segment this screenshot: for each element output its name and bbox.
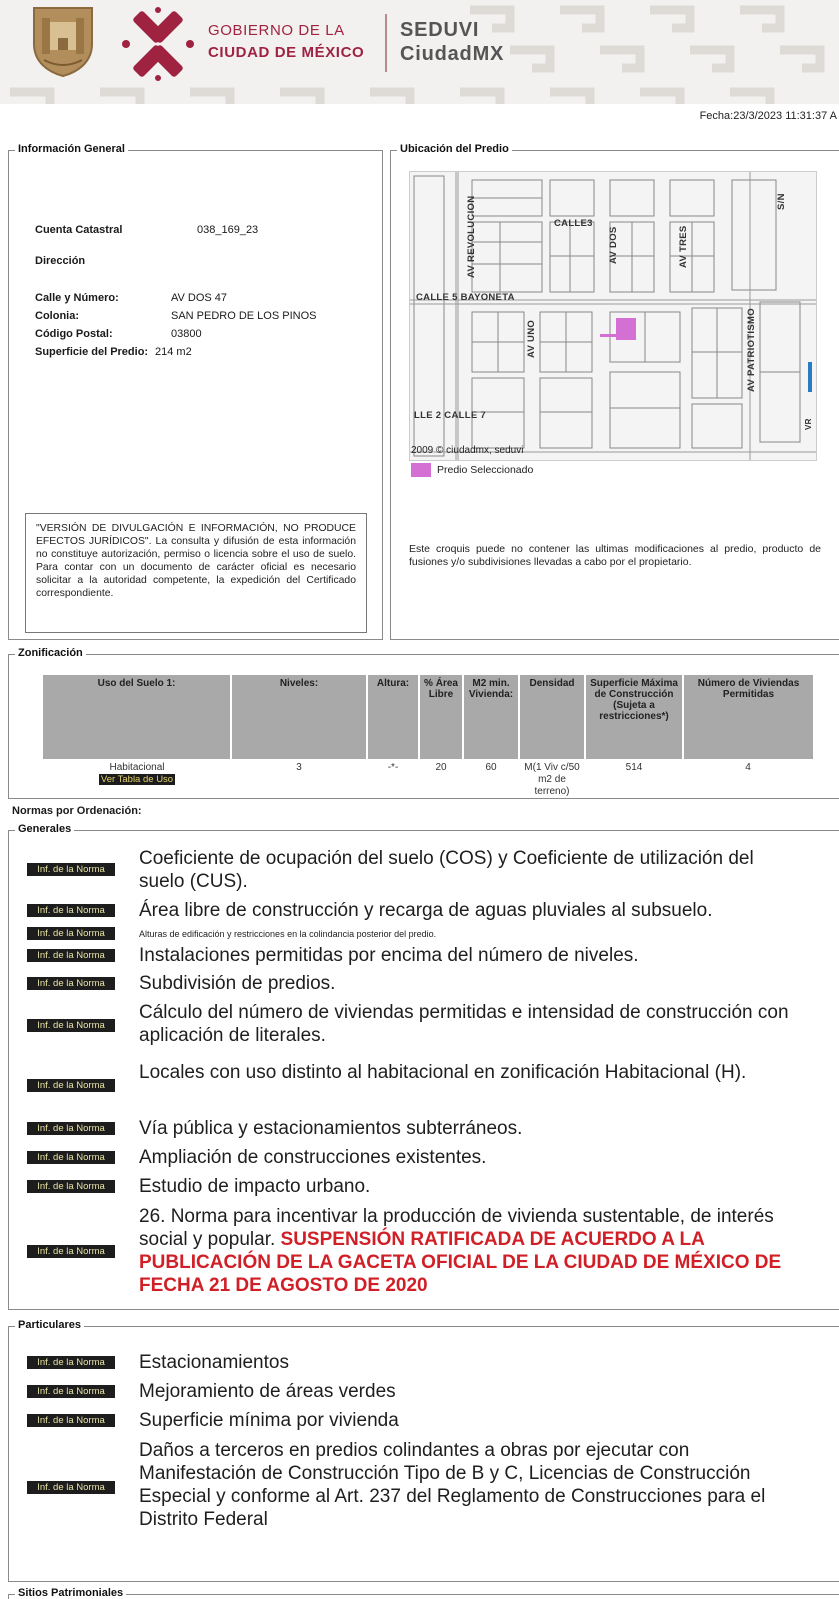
street-calle5: CALLE 5 BAYONETA xyxy=(416,292,515,303)
norma-26-text xyxy=(139,1205,798,1297)
street-sn: S/N xyxy=(776,193,787,210)
uso-value: Habitacional xyxy=(109,762,165,773)
header-area-libre: % Área Libre xyxy=(419,675,463,759)
colonia-label: Colonia: xyxy=(35,310,79,322)
norma-text: Área libre de construcción y recarga de aguas pluviales al subsuelo. xyxy=(139,900,713,921)
norma-text: Locales con uso distinto al habitacional en zonificación Habitacional (H). xyxy=(139,1062,747,1083)
norma-26-suspension: SUSPENSIÓN RATIFICADA DE ACUERDO A LA PUBLICACIÓN DE LA GACETA OFICIAL DE LA CIUDAD DE MÉXICO DE FECHA 21 DE AGOSTO DE 2020 xyxy=(139,1229,782,1296)
generales-legend: Generales xyxy=(15,823,74,835)
predio-marker[interactable] xyxy=(616,318,636,340)
sitios-patrimoniales-section xyxy=(8,1587,839,1599)
predio-legend-swatch xyxy=(411,463,431,477)
colonia-value: SAN PEDRO DE LOS PINOS xyxy=(171,310,317,322)
cell-area-libre: 20 xyxy=(435,762,447,773)
norma-text: Alturas de edificación y restricciones en la colindancia posterior del predio. xyxy=(139,929,437,939)
norma-text: Daños a terceros en predios colindantes a obras por ejecutar con Manifestación de Construcción Tipo de B y C, Licencias de Construcción Especial y conforme al Art. 237 del Reglamento de Construcciones para el Distrito Federal xyxy=(139,1440,766,1530)
fecha-timestamp: Fecha:23/3/2023 11:31:37 A xyxy=(699,110,837,122)
street-av-uno: AV UNO xyxy=(526,319,537,358)
government-name xyxy=(208,20,364,64)
location-map[interactable] xyxy=(409,171,817,461)
particulares-legend: Particulares xyxy=(15,1319,84,1331)
cell-niveles: 3 xyxy=(296,762,302,773)
norma-text: Instalaciones permitidas por encima del número de niveles. xyxy=(139,945,639,966)
inf-norma-button[interactable]: Inf. de la Norma xyxy=(27,1019,115,1032)
norma-text: Ampliación de construcciones existentes. xyxy=(139,1147,487,1168)
norma-text: Superficie mínima por vivienda xyxy=(139,1410,399,1431)
seduvi-line-1: SEDUVI xyxy=(400,19,480,41)
cell-m2-min: 60 xyxy=(485,762,497,773)
inf-norma-button[interactable]: Inf. de la Norma xyxy=(27,904,115,917)
ubicacion-predio-section xyxy=(390,143,839,640)
generales-section xyxy=(8,823,839,1310)
inf-norma-button[interactable]: Inf. de la Norma xyxy=(27,1122,115,1135)
norma-text: Estudio de impacto urbano. xyxy=(139,1176,371,1197)
inf-norma-button[interactable]: Inf. de la Norma xyxy=(27,1414,115,1427)
informacion-general-legend: Información General xyxy=(15,143,128,155)
ubicacion-predio-legend: Ubicación del Predio xyxy=(397,143,512,155)
cell-superficie: 514 xyxy=(625,762,643,773)
norma-text: Estacionamientos xyxy=(139,1352,289,1373)
seduvi-name xyxy=(400,18,504,66)
norma-text: Mejoramiento de áreas verdes xyxy=(139,1381,396,1402)
norma-text: Coeficiente de ocupación del suelo (COS) y Coeficiente de utilización del suelo (CUS). xyxy=(139,848,754,892)
street-av-dos: AV DOS xyxy=(608,226,619,264)
header-numero-viviendas: Número de Viviendas Permitidas xyxy=(683,675,813,759)
norma-text: Vía pública y estacionamientos subterráneos. xyxy=(139,1118,523,1139)
cell-densidad: M(1 Viv c/50 m2 de terreno) xyxy=(524,762,580,797)
street-av-patriotismo: AV PATRIOTISMO xyxy=(746,308,757,392)
header-niveles: Niveles: xyxy=(231,675,367,759)
cuenta-catastral-row xyxy=(35,223,122,237)
street-av-revolucion: AV REVOLUCION xyxy=(466,195,477,278)
zonificacion-section xyxy=(8,647,839,799)
cdmx-crest-icon xyxy=(28,4,98,78)
cell-altura: -*- xyxy=(387,762,399,773)
norma-text: Cálculo del número de viviendas permitidas e intensidad de construcción con aplicación de literales. xyxy=(139,1002,789,1046)
inf-norma-button[interactable]: Inf. de la Norma xyxy=(27,863,115,876)
sitios-patrimoniales-legend: Sitios Patrimoniales xyxy=(15,1587,126,1599)
seduvi-line-2: CiudadMX xyxy=(400,43,505,65)
zonificacion-legend: Zonificación xyxy=(15,647,86,659)
superficie-label: Superficie del Predio: xyxy=(35,346,149,358)
header-uso-suelo: Uso del Suelo 1: xyxy=(43,675,231,759)
cdmx-logo-icon xyxy=(120,6,196,82)
informacion-general-section xyxy=(8,143,383,640)
inf-norma-button[interactable]: Inf. de la Norma xyxy=(27,1481,115,1494)
inf-norma-button[interactable]: Inf. de la Norma xyxy=(27,949,115,962)
street-calle7: LLE 2 CALLE 7 xyxy=(414,410,486,421)
normas-title: Normas por Ordenación: xyxy=(12,805,142,817)
page-header xyxy=(0,0,839,104)
cuenta-catastral-value: 038_169_23 xyxy=(197,224,259,236)
street-calle3: CALLE3 xyxy=(554,218,593,229)
inf-norma-button[interactable]: Inf. de la Norma xyxy=(27,1356,115,1369)
calle-value: AV DOS 47 xyxy=(171,292,228,304)
cell-viviendas: 4 xyxy=(745,762,751,773)
disclaimer-box: "VERSIÓN DE DIVULGACIÓN E INFORMACIÓN, NO PRODUCE EFECTOS JURÍDICOS". La consulta y difusión de esta información no constituye autorización, permiso o licencia sobre el uso de suelo. Para contar con un documento de carácter oficial es necesario solicitar a la autoridad competente, la expedición del Certificado correspondiente. xyxy=(25,513,367,633)
ver-tabla-de-uso-link[interactable]: Ver Tabla de Uso xyxy=(100,774,174,785)
street-av-tres: AV TRES xyxy=(678,225,689,268)
inf-norma-button[interactable]: Inf. de la Norma xyxy=(27,1079,115,1092)
gov-line-2: CIUDAD DE MÉXICO xyxy=(208,44,365,61)
zonificacion-table xyxy=(43,675,813,801)
inf-norma-button[interactable]: Inf. de la Norma xyxy=(27,1151,115,1164)
croquis-note: Este croquis puede no contener las ultimas modificaciones al predio, producto de fusiones y/o subdivisiones llevadas a cabo por el propietario. xyxy=(409,543,821,568)
cuenta-catastral-label: Cuenta Catastral xyxy=(35,224,123,236)
codigo-postal-value: 03800 xyxy=(171,328,202,340)
inf-norma-button[interactable]: Inf. de la Norma xyxy=(27,1180,115,1193)
street-vr: VR xyxy=(804,418,813,430)
inf-norma-button[interactable]: Inf. de la Norma xyxy=(27,1385,115,1398)
header-divider xyxy=(385,14,387,72)
map-copyright: 2009 © ciudadmx, seduvi xyxy=(411,445,524,456)
inf-norma-button[interactable]: Inf. de la Norma xyxy=(27,1245,115,1258)
table-row xyxy=(43,759,813,801)
direccion-label: Dirección xyxy=(35,255,86,267)
norma-26-title: 26. Norma para incentivar la producción de vivienda sustentable, de interés social y popular. xyxy=(139,1206,774,1250)
header-superficie-maxima: Superficie Máxima de Construcción (Sujeta a restricciones*) xyxy=(585,675,683,759)
predio-legend-label: Predio Seleccionado xyxy=(437,464,534,476)
norma-text: Subdivisión de predios. xyxy=(139,973,336,994)
inf-norma-button[interactable]: Inf. de la Norma xyxy=(27,977,115,990)
particulares-section xyxy=(8,1319,839,1582)
header-altura: Altura: xyxy=(367,675,419,759)
header-densidad: Densidad xyxy=(519,675,585,759)
calle-label: Calle y Número: xyxy=(35,292,119,304)
codigo-postal-label: Código Postal: xyxy=(35,328,113,340)
header-m2-min: M2 min. Vivienda: xyxy=(463,675,519,759)
inf-norma-button[interactable]: Inf. de la Norma xyxy=(27,927,115,940)
cell-uso xyxy=(43,759,231,801)
superficie-value: 214 m2 xyxy=(155,346,192,358)
gov-line-1: GOBIERNO DE LA xyxy=(208,22,345,39)
